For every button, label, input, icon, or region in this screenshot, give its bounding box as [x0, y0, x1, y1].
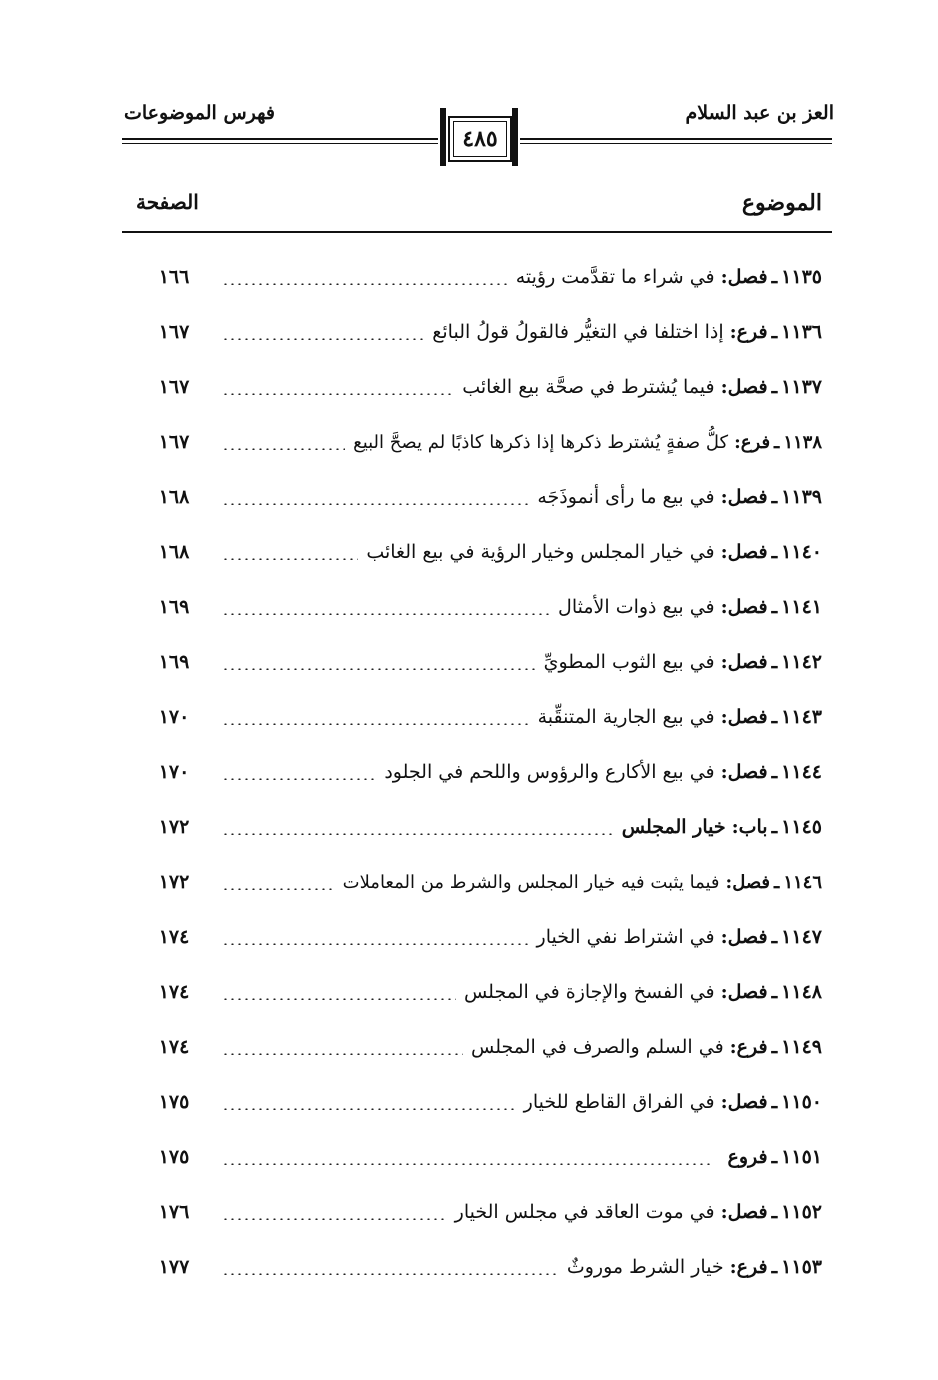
entry-title: كلُّ صفةٍ يُشترط ذكرها إذا ذكرها كاذبًا لم يصحَّ البيع	[353, 431, 729, 453]
entry-kind: فرع:	[729, 1036, 768, 1058]
entry-separator: ـ	[771, 926, 778, 948]
entry-kind: فصل:	[720, 376, 768, 398]
entry-separator: ـ	[771, 541, 778, 563]
toc-row	[0, 812, 938, 842]
leader-dots	[222, 943, 529, 945]
toc-entry	[222, 922, 822, 952]
leader-dots	[222, 778, 376, 780]
entry-title: في بيع الجارية المتنقِّبة	[537, 706, 715, 728]
entry-title: في السلم والصرف في المجلس	[470, 1036, 724, 1058]
running-header-section: فهرس الموضوعات	[124, 102, 275, 124]
entry-page: ١٧٦	[158, 1201, 190, 1223]
entry-separator: ـ	[771, 596, 778, 618]
entry-separator: ـ	[771, 376, 778, 398]
toc-entry	[222, 262, 822, 292]
toc-row	[0, 757, 938, 787]
entry-title: خيار المجلس	[621, 816, 726, 838]
entry-separator: ـ	[774, 431, 780, 453]
entry-title: في بيع الأكارع والرؤوس واللحم في الجلود	[384, 761, 715, 783]
toc-entry	[222, 757, 822, 787]
leader-dots	[222, 723, 530, 725]
entry-kind: فروع	[727, 1146, 768, 1168]
entry-number: ١١٥٠	[781, 1091, 822, 1113]
toc-entry	[222, 1252, 822, 1282]
entry-page: ١٦٧	[158, 376, 190, 398]
entry-kind: فصل:	[720, 981, 768, 1003]
leader-dots	[222, 338, 424, 340]
entry-title: فيما يُشترط في صحَّة بيع الغائب	[462, 376, 715, 398]
entry-kind: فصل:	[720, 761, 768, 783]
entry-number: ١١٤٩	[781, 1036, 822, 1058]
entry-title: في شراء ما تقدَّمت رؤيته	[515, 266, 715, 288]
toc-entry	[222, 482, 822, 512]
toc-row	[0, 482, 938, 512]
toc-row	[0, 1252, 938, 1282]
entry-number: ١١٤٦	[783, 871, 822, 893]
leader-dots	[222, 503, 529, 505]
leader-dots	[222, 448, 345, 450]
entry-kind: فصل:	[720, 1201, 768, 1223]
entry-number: ١١٣٥	[781, 266, 822, 288]
entry-number: ١١٣٦	[781, 321, 822, 343]
entry-number: ١١٥١	[781, 1146, 822, 1168]
toc-row	[0, 1087, 938, 1117]
entry-title: في بيع ذوات الأمثال	[558, 596, 715, 618]
leader-dots	[222, 668, 536, 670]
entry-title: في بيع ما رأى أنموذَجَه	[537, 486, 715, 508]
entry-kind: فصل:	[720, 706, 768, 728]
entry-number: ١١٤٢	[781, 651, 822, 673]
toc-row	[0, 922, 938, 952]
leader-dots	[222, 998, 456, 1000]
toc-row	[0, 592, 938, 622]
page-number: ٤٨٥	[462, 126, 498, 152]
entry-page: ١٧٧	[158, 1256, 190, 1278]
toc-row	[0, 537, 938, 567]
entry-number: ١١٤١	[781, 596, 822, 618]
entry-page: ١٦٨	[158, 541, 190, 563]
entry-kind: فصل:	[720, 1091, 768, 1113]
running-header-author: العز بن عبد السلام	[685, 102, 834, 124]
entry-title: في موت العاقد في مجلس الخيار	[454, 1201, 715, 1223]
entry-page: ١٦٩	[158, 596, 190, 618]
entry-number: ١١٤٣	[781, 706, 822, 728]
entry-separator: ـ	[771, 1256, 778, 1278]
leader-dots	[222, 1108, 516, 1110]
leader-dots	[222, 558, 358, 560]
toc-entry	[222, 1087, 822, 1117]
toc-entry	[222, 537, 822, 567]
entry-number: ١١٤٤	[781, 761, 822, 783]
entry-number: ١١٥٣	[781, 1256, 822, 1278]
entry-page: ١٦٧	[158, 321, 190, 343]
entry-title: في الفسخ والإجازة في المجلس	[463, 981, 715, 1003]
entry-page: ١٦٩	[158, 651, 190, 673]
entry-kind: فرع:	[734, 431, 771, 453]
entry-number: ١١٣٩	[781, 486, 822, 508]
entry-title: في بيع الثوب المطويِّ	[543, 651, 715, 673]
entry-title: في الفراق القاطع للخيار	[523, 1091, 715, 1113]
entry-page: ١٧٥	[158, 1146, 190, 1168]
toc-entry	[222, 812, 822, 842]
toc-entry	[222, 977, 822, 1007]
entry-number: ١١٤٧	[781, 926, 822, 948]
column-header-page: الصفحة	[136, 190, 199, 214]
entry-number: ١١٣٨	[783, 431, 822, 453]
entry-title: في خيار المجلس وخيار الرؤية في بيع الغائب	[366, 541, 715, 563]
entry-separator: ـ	[771, 816, 778, 838]
leader-dots	[222, 1218, 447, 1220]
entry-separator: ـ	[771, 486, 778, 508]
leader-dots	[222, 613, 550, 615]
entry-page: ١٦٧	[158, 431, 190, 453]
entry-page: ١٧٢	[158, 871, 190, 893]
page-number-box	[438, 108, 520, 168]
entry-title: إذا اختلفا في التغيُّر فالقولُ قولُ البائع	[432, 321, 724, 343]
toc-entry	[222, 647, 822, 677]
toc-entry	[222, 427, 822, 457]
toc-row	[0, 372, 938, 402]
entry-page: ١٧٠	[158, 706, 190, 728]
toc-row	[0, 867, 938, 897]
entry-separator: ـ	[771, 706, 778, 728]
entry-page: ١٦٦	[158, 266, 190, 288]
entry-page: ١٧٠	[158, 761, 190, 783]
entry-title: خيار الشرط موروثٌ	[566, 1256, 724, 1278]
entry-number: ١١٤٥	[781, 816, 822, 838]
toc-row	[0, 1032, 938, 1062]
entry-separator: ـ	[771, 1091, 778, 1113]
toc-row	[0, 262, 938, 292]
toc-entry	[222, 1142, 822, 1172]
entry-separator: ـ	[771, 761, 778, 783]
entry-kind: فصل:	[720, 926, 768, 948]
toc-row	[0, 647, 938, 677]
ornament-pillar-right	[512, 108, 518, 166]
toc-entry	[222, 317, 822, 347]
entry-kind: فصل:	[725, 871, 771, 893]
entry-page: ١٧٤	[158, 926, 190, 948]
entry-number: ١١٤٠	[781, 541, 822, 563]
entry-title: فيما يثبت فيه خيار المجلس والشرط من المعاملات	[342, 871, 720, 893]
entry-kind: فرع:	[729, 321, 768, 343]
ornament-pillar-left	[440, 108, 446, 166]
entry-number: ١١٤٨	[781, 981, 822, 1003]
toc-entry	[222, 592, 822, 622]
leader-dots	[222, 833, 614, 835]
column-header-rule	[122, 231, 832, 233]
column-header-topic: الموضوع	[741, 190, 822, 216]
entry-page: ١٧٤	[158, 1036, 190, 1058]
toc-row	[0, 702, 938, 732]
entry-page: ١٧٢	[158, 816, 190, 838]
entry-kind: فصل:	[720, 596, 768, 618]
entry-page: ١٦٨	[158, 486, 190, 508]
entry-kind: فصل:	[720, 486, 768, 508]
entry-separator: ـ	[771, 981, 778, 1003]
toc-entry	[222, 1197, 822, 1227]
toc-entry	[222, 867, 822, 897]
entry-separator: ـ	[771, 321, 778, 343]
toc-row	[0, 427, 938, 457]
leader-dots	[222, 283, 508, 285]
toc-entry	[222, 1032, 822, 1062]
entry-kind: فصل:	[720, 541, 768, 563]
leader-dots	[222, 1053, 463, 1055]
entry-separator: ـ	[771, 1201, 778, 1223]
entry-kind: فصل:	[720, 266, 768, 288]
entry-separator: ـ	[771, 1146, 778, 1168]
toc-row	[0, 977, 938, 1007]
entry-number: ١١٥٢	[781, 1201, 822, 1223]
leader-dots	[222, 888, 335, 890]
toc-entry	[222, 372, 822, 402]
toc-row	[0, 1197, 938, 1227]
entry-number: ١١٣٧	[781, 376, 822, 398]
entry-kind: فصل:	[720, 651, 768, 673]
entry-separator: ـ	[771, 266, 778, 288]
entry-kind: فرع:	[729, 1256, 768, 1278]
leader-dots	[222, 393, 454, 395]
entry-separator: ـ	[774, 871, 780, 893]
toc-row	[0, 317, 938, 347]
leader-dots	[222, 1163, 714, 1165]
entry-page: ١٧٤	[158, 981, 190, 1003]
entry-page: ١٧٥	[158, 1091, 190, 1113]
toc-row	[0, 1142, 938, 1172]
entry-title: في اشتراط نفي الخيار	[536, 926, 715, 948]
leader-dots	[222, 1273, 559, 1275]
entry-separator: ـ	[771, 1036, 778, 1058]
entry-kind: باب:	[731, 816, 768, 838]
toc-entry	[222, 702, 822, 732]
entry-separator: ـ	[771, 651, 778, 673]
